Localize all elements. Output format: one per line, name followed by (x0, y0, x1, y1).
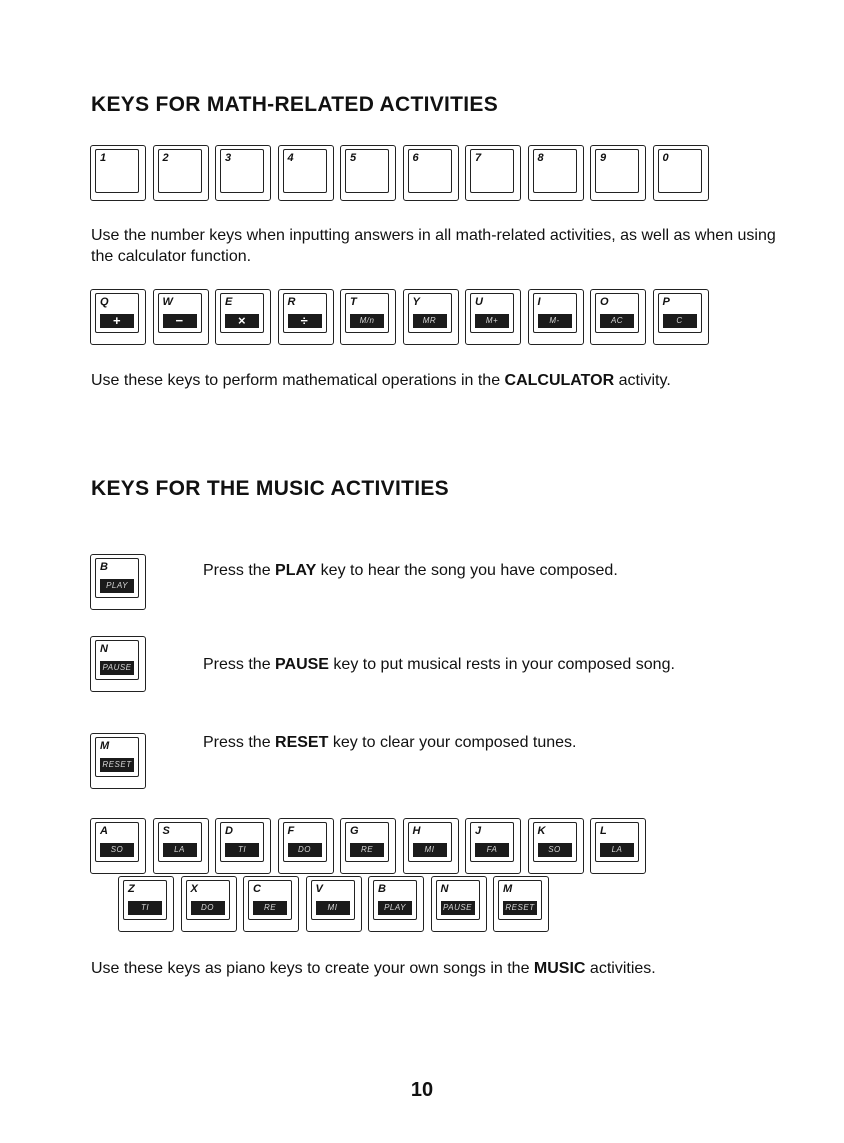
key-face (436, 880, 480, 920)
key-function-label: FA (475, 843, 509, 857)
key-face (498, 880, 542, 920)
keyboard-key (590, 818, 646, 874)
key-letter: K (537, 825, 546, 837)
key-letter: O (600, 296, 609, 308)
keyboard-key (403, 289, 459, 345)
key-face (408, 822, 452, 862)
key-function-label: AC (600, 314, 634, 328)
key-letter: L (600, 825, 607, 837)
key-letter: 0 (662, 152, 669, 164)
keyboard-key (403, 145, 459, 201)
key-face (470, 293, 514, 333)
key-face (186, 880, 230, 920)
key-letter: 4 (287, 152, 294, 164)
calc-text-post: activity. (614, 372, 671, 389)
key-face (470, 149, 514, 193)
key-face (345, 822, 389, 862)
key-letter: R (287, 296, 296, 308)
key-letter: A (100, 825, 108, 837)
keyboard-key (90, 818, 146, 874)
keyboard-key (590, 145, 646, 201)
key-letter: 7 (475, 152, 482, 164)
key-letter: X (190, 883, 198, 895)
key-face (658, 293, 702, 333)
key-face (595, 822, 639, 862)
key-face (470, 822, 514, 862)
key-function-label: PLAY (100, 579, 134, 593)
keyboard-key (181, 876, 237, 932)
piano-keys-description (91, 958, 791, 979)
key-function-label: RESET (100, 758, 134, 772)
key-function-label: TI (128, 901, 162, 915)
keyboard-key (465, 145, 521, 201)
pause-description (203, 655, 675, 675)
pause-text-bold: PAUSE (275, 656, 329, 673)
key-letter: 6 (412, 152, 419, 164)
keyboard-key (153, 289, 209, 345)
key-function-label: DO (288, 843, 322, 857)
keyboard-key (90, 289, 146, 345)
keyboard-key (278, 818, 334, 874)
key-face (311, 880, 355, 920)
piano-text-bold: MUSIC (533, 960, 586, 977)
calculator-keys-description (91, 370, 791, 391)
keyboard-key (340, 145, 396, 201)
keyboard-key (340, 289, 396, 345)
key-face (533, 822, 577, 862)
key-function-label: RE (253, 901, 287, 915)
key-letter: Z (128, 883, 135, 895)
key-face (95, 149, 139, 193)
keyboard-key (403, 818, 459, 874)
keyboard-key (306, 876, 362, 932)
key-face (95, 737, 139, 777)
key-function-label: PAUSE (100, 661, 134, 675)
key-face (95, 822, 139, 862)
key-face (533, 149, 577, 193)
key-letter: 9 (600, 152, 607, 164)
key-function-label: LA (163, 843, 197, 857)
key-letter: M (100, 740, 110, 752)
key-letter: B (378, 883, 386, 895)
keyboard-key (590, 289, 646, 345)
keyboard-key (653, 289, 709, 345)
keyboard-key (653, 145, 709, 201)
key-letter: C (253, 883, 261, 895)
reset-text-bold: RESET (275, 734, 329, 751)
play-text-post: key to hear the song you have composed. (316, 562, 618, 579)
pause-text-pre: Press the (203, 656, 276, 673)
pause-key (90, 636, 146, 692)
keyboard-key (243, 876, 299, 932)
keyboard-key (431, 876, 487, 932)
key-face (95, 293, 139, 333)
key-letter: U (475, 296, 483, 308)
key-face (345, 149, 389, 193)
play-text-bold: PLAY (275, 562, 317, 579)
keyboard-key (278, 289, 334, 345)
keyboard-key (215, 818, 271, 874)
key-face (408, 293, 452, 333)
key-letter: Y (412, 296, 420, 308)
key-face (248, 880, 292, 920)
keyboard-key (465, 289, 521, 345)
keyboard-key (118, 876, 174, 932)
key-function-label: RESET (503, 901, 537, 915)
keyboard-key (465, 818, 521, 874)
math-heading: KEYS FOR MATH-RELATED ACTIVITIES (91, 93, 499, 116)
key-function-label: PAUSE (441, 901, 475, 915)
key-letter: E (225, 296, 233, 308)
key-function-label: MI (413, 843, 447, 857)
piano-text-pre: Use these keys as piano keys to create your own songs in the (91, 960, 534, 977)
key-letter: H (412, 825, 421, 837)
keyboard-key (153, 818, 209, 874)
reset-key (90, 733, 146, 789)
key-face (220, 293, 264, 333)
play-description (203, 561, 618, 581)
reset-text-post: key to clear your composed tunes. (328, 734, 577, 751)
key-face (408, 149, 452, 193)
key-letter: P (662, 296, 670, 308)
key-function-label: M+ (475, 314, 509, 328)
key-face (158, 293, 202, 333)
key-letter: 8 (537, 152, 544, 164)
keyboard-key (278, 145, 334, 201)
keyboard-key (528, 818, 584, 874)
key-letter: N (100, 643, 108, 655)
key-letter: G (350, 825, 359, 837)
key-face (283, 149, 327, 193)
keyboard-key (90, 636, 146, 692)
key-function-label: C (663, 314, 697, 328)
key-function-label: ÷ (288, 314, 322, 328)
key-letter: T (350, 296, 357, 308)
key-letter: N (440, 883, 449, 895)
key-letter: V (315, 883, 323, 895)
keyboard-key (90, 554, 146, 610)
key-face (533, 293, 577, 333)
key-function-label: MI (316, 901, 350, 915)
key-face (95, 640, 139, 680)
key-face (595, 293, 639, 333)
number-keys-description: Use the number keys when inputting answers in all math-related activities, as well as when using the calculator function. (91, 227, 776, 265)
key-face (595, 149, 639, 193)
pause-text-post: key to put musical rests in your composed song. (328, 656, 675, 673)
key-function-label: TI (225, 843, 259, 857)
key-function-label: M/n (350, 314, 384, 328)
key-function-label: SO (100, 843, 134, 857)
keyboard-key (90, 145, 146, 201)
key-letter: S (162, 825, 170, 837)
play-key (90, 554, 146, 610)
key-function-label: LA (600, 843, 634, 857)
key-face (283, 822, 327, 862)
keyboard-key (528, 145, 584, 201)
key-letter: 2 (162, 152, 169, 164)
key-letter: 5 (350, 152, 357, 164)
keyboard-key (153, 145, 209, 201)
key-face (95, 558, 139, 598)
key-face (345, 293, 389, 333)
key-function-label: + (100, 314, 134, 328)
key-letter: D (225, 825, 233, 837)
key-face (123, 880, 167, 920)
reset-description (203, 733, 577, 753)
key-function-label: PLAY (378, 901, 412, 915)
key-letter: J (475, 825, 482, 837)
music-heading: KEYS FOR THE MUSIC ACTIVITIES (91, 477, 449, 500)
key-face (220, 822, 264, 862)
key-function-label: MR (413, 314, 447, 328)
key-function-label: SO (538, 843, 572, 857)
keyboard-key (493, 876, 549, 932)
key-letter: B (100, 561, 108, 573)
key-letter: M (503, 883, 513, 895)
key-function-label: DO (191, 901, 225, 915)
keyboard-key (368, 876, 424, 932)
keyboard-key (90, 733, 146, 789)
keyboard-key (528, 289, 584, 345)
key-face (283, 293, 327, 333)
key-face (220, 149, 264, 193)
key-letter: W (162, 296, 173, 308)
key-function-label: RE (350, 843, 384, 857)
page-number: 10 (410, 1079, 434, 1101)
piano-text-post: activities. (585, 960, 656, 977)
key-face (158, 149, 202, 193)
calc-text-bold: CALCULATOR (504, 372, 615, 389)
key-letter: 1 (100, 152, 107, 164)
keyboard-key (340, 818, 396, 874)
key-function-label: M- (538, 314, 572, 328)
play-text-pre: Press the (203, 562, 276, 579)
key-letter: 3 (225, 152, 232, 164)
key-letter: I (537, 296, 541, 308)
key-face (158, 822, 202, 862)
key-function-label: − (163, 314, 197, 328)
key-face (373, 880, 417, 920)
keyboard-key (215, 289, 271, 345)
reset-text-pre: Press the (203, 734, 276, 751)
calc-text-pre: Use these keys to perform mathematical operations in the (91, 372, 505, 389)
keyboard-key (215, 145, 271, 201)
key-letter: Q (100, 296, 109, 308)
key-face (658, 149, 702, 193)
key-letter: F (287, 825, 295, 837)
key-function-label: × (225, 314, 259, 328)
